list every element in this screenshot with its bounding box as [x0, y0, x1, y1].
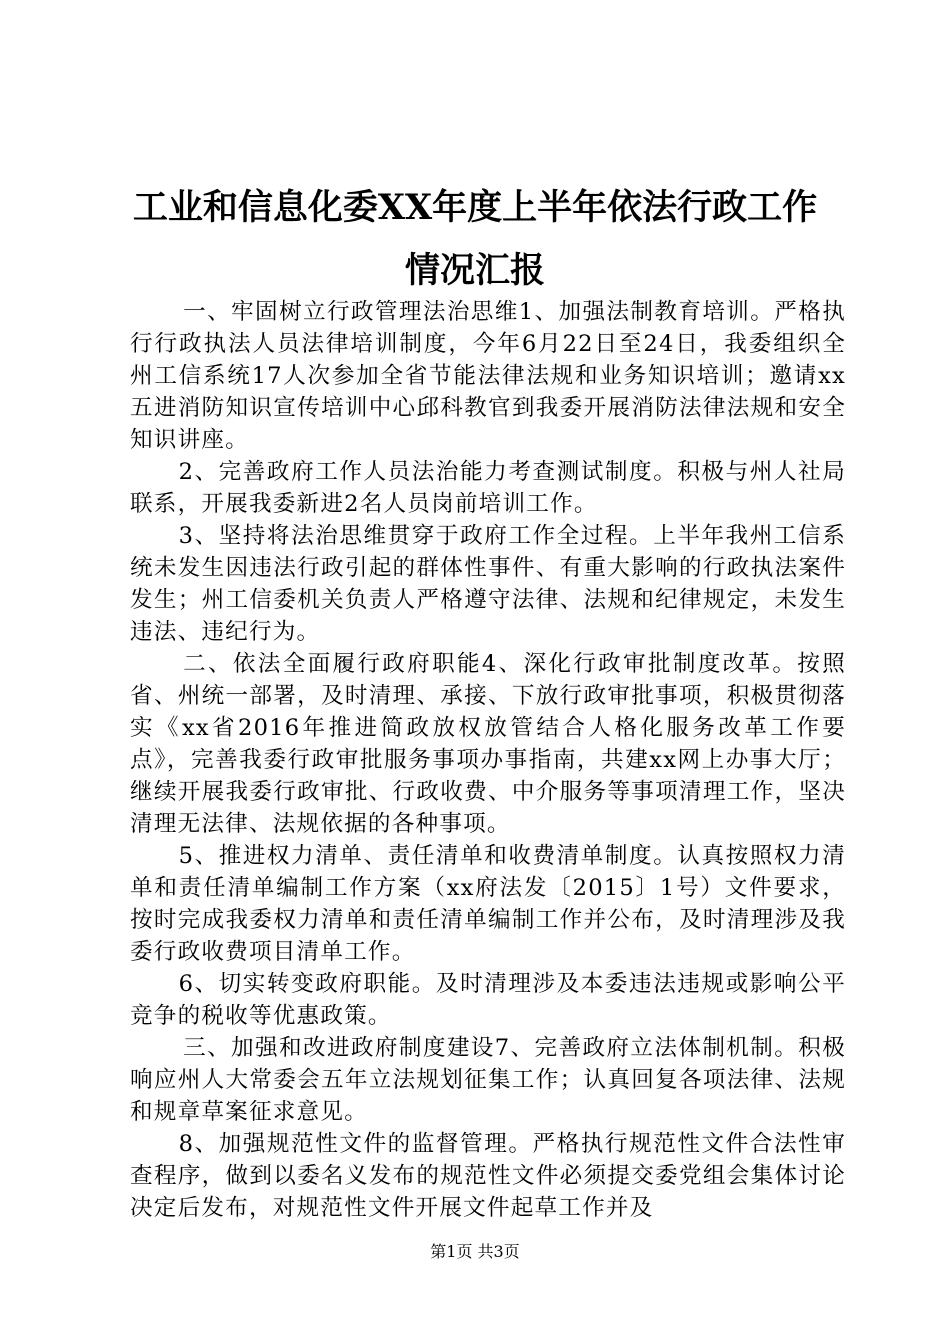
- paragraph-item-6: 6、切实转变政府职能。及时清理涉及本委违法违规或影响公平竞争的税收等优惠政策。: [130, 971, 846, 1029]
- paragraph-section-one: 一、牢固树立行政管理法治思维1、加强法制教育培训。严格执行行政执法人员法律培训制度，今年6月22日至24日，我委组织全州工信系统17人次参加全省节能法律法规和业务知识培训；邀请xx五进消防知识宣传培训中心邱科教官到我委开展消防法律法规和安全知识讲座。: [130, 299, 846, 453]
- document-title-line1: 工业和信息化委XX年度上半年依法行政工作: [132, 187, 818, 228]
- paragraph-section-two: 二、依法全面履行政府职能4、深化行政审批制度改革。按照省、州统一部署，及时清理、承接、下放行政审批事项，积极贯彻落实《xx省2016年推进简政放权放管结合人格化服务改革工作要点》，完善我委行政审批服务事项办事指南，共建xx网上办事大厅；继续开展我委行政审批、行政收费、中介服务等事项清理工作，坚决清理无法律、法规依据的各种事项。: [130, 651, 846, 837]
- paragraph-item-8: 8、加强规范性文件的监督管理。严格执行规范性文件合法性审查程序，做到以委名义发布的规范性文件必须提交委党组会集体讨论决定后发布，对规范性文件开展文件起草工作并及: [130, 1131, 846, 1221]
- paragraph-item-2: 2、完善政府工作人员法治能力考查测试制度。积极与州人社局联系，开展我委新进2名人员岗前培训工作。: [130, 459, 846, 517]
- paragraph-item-5: 5、推进权力清单、责任清单和收费清单制度。认真按照权力清单和责任清单编制工作方案（xx府法发〔2015〕1号）文件要求，按时完成我委权力清单和责任清单编制工作并公布，及时清理涉及我委行政收费项目清单工作。: [130, 843, 846, 965]
- paragraph-item-3: 3、坚持将法治思维贯穿于政府工作全过程。上半年我州工信系统未发生因违法行政引起的群体性事件、有重大影响的行政执法案件发生；州工信委机关负责人严格遵守法律、法规和纪律规定，未发生违法、违纪行为。: [130, 523, 846, 645]
- paragraph-section-three: 三、加强和改进政府制度建设7、完善政府立法体制机制。积极响应州人大常委会五年立法规划征集工作；认真回复各项法律、法规和规章草案征求意见。: [130, 1035, 846, 1125]
- document-title-line2: 情况汇报: [404, 250, 545, 291]
- document-body: [130, 296, 846, 1224]
- page-number-footer: 第1页 共3页: [430, 1242, 520, 1261]
